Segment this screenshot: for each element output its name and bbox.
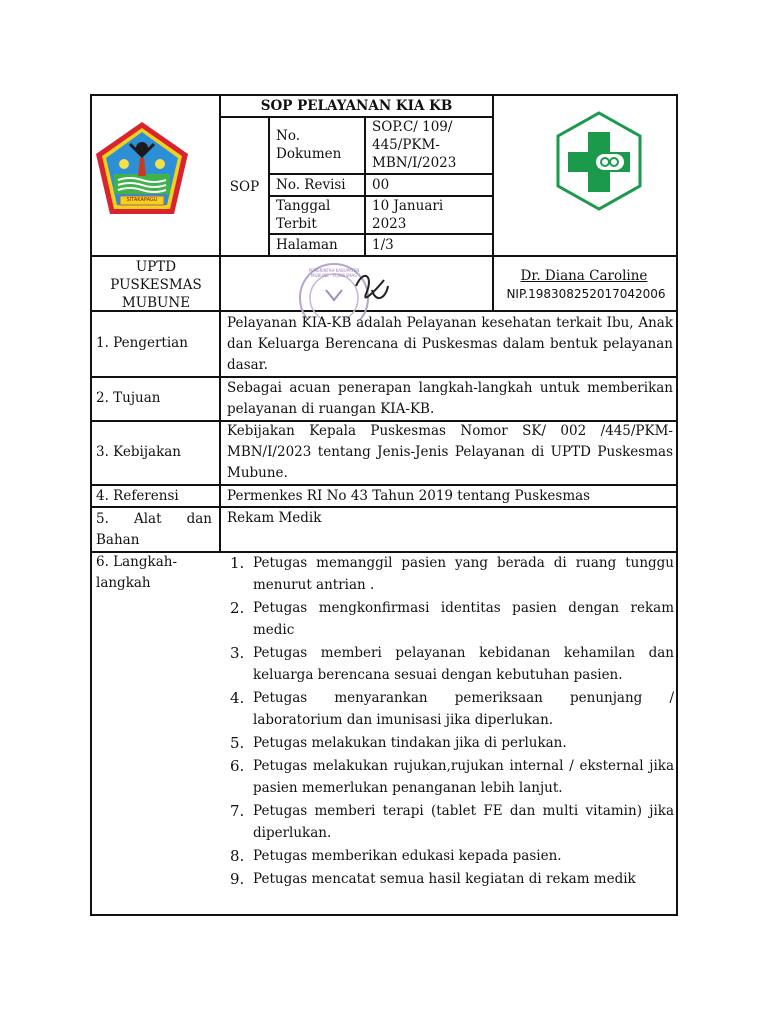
list-item (230, 597, 674, 641)
step-number: 3. (230, 644, 245, 662)
step-text: Petugas menyarankan pemeriksaan penunjang / laboratorium dan imunisasi jika diperlukan. (253, 690, 674, 728)
field-label-halaman: Halaman (276, 237, 338, 253)
step-text: Petugas mencatat semua hasil kegiatan di rekam medik (253, 871, 636, 887)
step-text: Petugas melakukan rujukan,rujukan internal / eksternal jika pasien memerlukan penanganan lebih lanjut. (253, 758, 674, 796)
list-item (230, 687, 674, 731)
step-text: Petugas memberi terapi (tablet FE dan multi vitamin) jika diperlukan. (253, 803, 674, 841)
field-label-tanggal-terbit: Tanggal Terbit (276, 198, 331, 232)
section-label-langkah: 6. Langkah-langkah (96, 554, 178, 591)
list-item (230, 642, 674, 686)
divider (92, 506, 678, 508)
step-number: 9. (230, 870, 245, 888)
list-item (230, 755, 674, 799)
section-label-tujuan: 2. Tujuan (96, 390, 161, 406)
section-label-referensi: 4. Referensi (96, 488, 179, 504)
divider (364, 116, 366, 257)
sop-label: SOP (229, 179, 260, 195)
field-value-no-revisi: 00 (372, 177, 390, 193)
step-number: 2. (230, 599, 245, 617)
step-text: Petugas melakukan tindakan jika di perlukan. (253, 735, 567, 751)
field-value-tanggal-terbit: 10 Januari 2023 (372, 198, 444, 232)
section-label-alat-bahan: 5. Alat dan Bahan (96, 511, 212, 548)
divider (268, 173, 494, 175)
step-text: Petugas memberi pelayanan kebidanan kehamilan dan keluarga berencana sesuai dengan kebutuhan pasien. (253, 645, 674, 683)
step-text: Petugas mengkonfirmasi identitas pasien dengan rekam medic (253, 600, 674, 638)
official-stamp (292, 260, 402, 320)
list-item (230, 868, 674, 890)
regency-logo-banner: SITAKAPAGU (126, 197, 158, 203)
section-content-referensi: Permenkes RI No 43 Tahun 2019 tentang Puskesmas (227, 488, 591, 504)
field-label-no-dokumen: No. Dokumen (276, 128, 342, 162)
step-number: 1. (230, 554, 245, 572)
step-text: Petugas memberikan edukasi kepada pasien. (253, 848, 562, 864)
step-number: 6. (230, 757, 245, 775)
regency-logo (94, 118, 190, 218)
section-content-kebijakan: Kebijakan Kepala Puskesmas Nomor SK/ 002 /445/PKM-MBN/I/2023 tentang Jenis-Jenis Pelayanan di UPTD Puskesmas Mubune. (227, 423, 673, 481)
list-item (230, 845, 674, 867)
signatory-name: Dr. Diana Caroline (520, 268, 648, 284)
step-number: 5. (230, 734, 245, 752)
steps-list (230, 552, 674, 891)
step-number: 7. (230, 802, 245, 820)
step-number: 4. (230, 689, 245, 707)
field-value-halaman: 1/3 (372, 237, 394, 253)
divider (268, 233, 494, 235)
page-title: SOP PELAYANAN KIA KB (260, 98, 453, 114)
divider (92, 484, 678, 486)
list-item (230, 800, 674, 844)
divider (268, 116, 270, 257)
section-label-pengertian: 1. Pengertian (96, 335, 188, 351)
puskesmas-logo (554, 110, 644, 212)
list-item (230, 732, 674, 754)
step-number: 8. (230, 847, 245, 865)
section-label-kebijakan: 3. Kebijakan (96, 444, 182, 460)
section-content-alat-bahan: Rekam Medik (227, 510, 322, 526)
divider (92, 255, 678, 257)
stamp-text: PEMERINTAH KABUPATEN MUBUNE · PUSKESMAS (308, 268, 360, 278)
field-label-no-revisi: No. Revisi (276, 177, 346, 193)
signatory-nip: NIP.198308252017042006 (506, 287, 666, 301)
sop-document (90, 94, 678, 916)
section-content-pengertian: Pelayanan KIA-KB adalah Pelayanan kesehatan terkait Ibu, Anak dan Keluarga Berencana di Puskesmas dalam bentuk pelayanan dasar. (227, 315, 673, 373)
field-value-no-dokumen: SOP.C/ 109/ 445/PKM-MBN/I/2023 (372, 119, 457, 171)
section-content-tujuan: Sebagai acuan penerapan langkah-langkah untuk memberikan pelayanan di ruangan KIA-KB. (227, 380, 673, 417)
list-item (230, 552, 674, 596)
step-text: Petugas memanggil pasien yang berada di ruang tunggu menurut antrian . (253, 555, 674, 593)
institution-name: UPTD PUSKESMAS MUBUNE (110, 259, 202, 311)
